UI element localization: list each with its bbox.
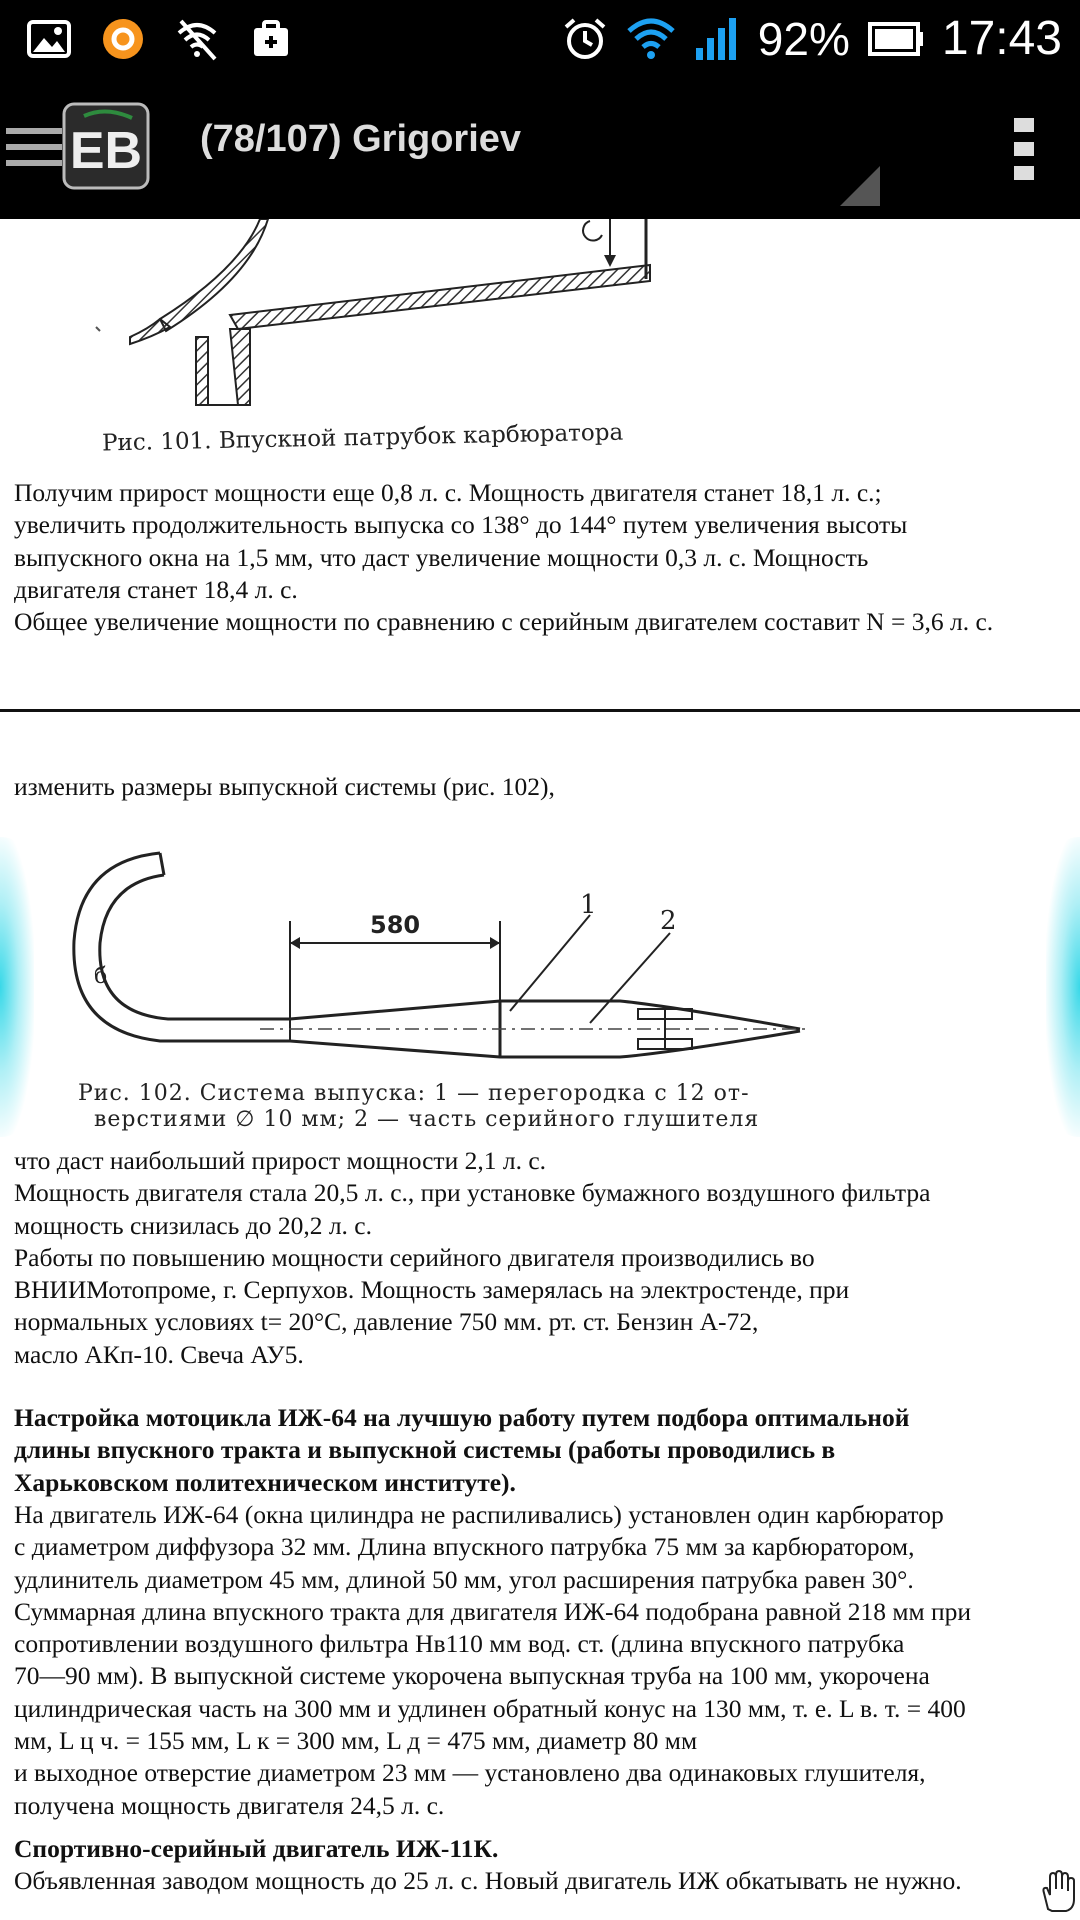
figure-102-caption-line-1: Рис. 102. Система выпуска: 1 — перегородка с 12 от-	[78, 1081, 750, 1106]
wifi-icon	[626, 14, 676, 64]
logo-text: EB	[69, 122, 143, 180]
page-turn-edge-left[interactable]	[0, 837, 34, 1137]
figure-101-caption: Рис. 101. Впускной патрубок карбюратора	[101, 419, 624, 457]
page-turn-edge-right[interactable]	[1046, 837, 1080, 1137]
clipboard-icon	[246, 14, 296, 64]
menu-icon[interactable]	[6, 122, 62, 172]
signal-icon	[692, 14, 742, 64]
gallery-icon	[24, 14, 74, 64]
action-bar	[0, 78, 1080, 219]
figure-102-caption-line-2: верстиями ∅ 10 мм; 2 — часть серийного глушителя	[94, 1107, 760, 1132]
corner-indicator-icon	[840, 166, 880, 206]
wifi-off-icon	[172, 14, 222, 64]
paragraph-1: Получим прирост мощности еще 0,8 л. с. Мощность двигателя станет 18,1 л. с.; увеличить продолжительность выпуска со 138° до 144° путем увеличения высоты выпускного окна на 1,5 мм, что даст увеличение мощности 0,3 л. с. Мощность двигателя станет 18,4 л. с. Общее увеличение мощности по сравнению с серийным двигателем составит N = 3,6 л. с.	[14, 478, 994, 637]
overflow-menu-icon[interactable]	[1012, 116, 1036, 182]
figure-102-label-b: б	[94, 964, 108, 989]
section-heading-izh64: Настройка мотоцикла ИЖ-64 на лучшую работу путем подбора оптимальной длины впускного тракта и выпускной системы (работы проводились в Харьковском политехническом институте).	[14, 1403, 910, 1497]
page-divider	[0, 709, 1080, 712]
figure-101-diagram	[90, 219, 670, 419]
clock: 17:43	[941, 12, 1062, 65]
paragraph-4: На двигатель ИЖ-64 (окна цилиндра не распиливались) установлен один карбюратор с диаметром диффузора 32 мм. Длина впускного патрубка 75 мм за карбюратором, удлинитель диаметром 45 мм, длиной 50 мм, угол расширения патрубка равен 30°. Суммарная длина впускного тракта для двигателя ИЖ-64 подобрана равной 218 мм при сопротивлении воздушного фильтра Нв110 мм вод. ст. (длина впускного патрубка 70—90 мм). В выпускной системе укорочена выпускная труба на 100 мм, укорочена цилиндрическая часть на 300 мм и удлинен обратный конус на 130 мм, т. е. L в. т. = 400 мм, L ц ч. = 155 мм, L к = 300 мм, L д = 475 мм, диаметр 80 мм и выходное отверстие диаметром 23 мм — установлено два одинаковых глушителя, получена мощность двигателя 24,5 л. с.	[14, 1500, 972, 1820]
battery-icon	[866, 14, 926, 64]
figure-102-label-2: 2	[660, 906, 677, 936]
paragraph-3: что даст наибольший прирост мощности 2,1 л. с. Мощность двигателя стала 20,5 л. с., при установке бумажного воздушного фильтра мощность снизилась до 20,2 л. с. Работы по повышению мощности серийного двигателя производились во ВНИИМотопроме, г. Серпухов. Мощность замерялась на электростенде, при нормальных условиях t= 20°С, давление 750 мм. рт. ст. Бензин А-72, масло АКп-10. Свеча АУ5.	[14, 1146, 931, 1369]
section-heading-izh11k: Спортивно-серийный двигатель ИЖ-11К.	[14, 1834, 499, 1863]
paragraph-2: изменить размеры выпускной системы (рис. 102),	[14, 772, 555, 801]
paragraph-5: Объявленная заводом мощность до 25 л. с. Новый двигатель ИЖ обкатывать не нужно.	[14, 1866, 962, 1895]
notification-app-icon	[98, 14, 148, 64]
app-logo-icon[interactable]	[62, 102, 150, 190]
alarm-icon	[560, 14, 610, 64]
book-title: (78/107) Grigoriev	[200, 118, 522, 160]
hand-cursor-icon	[1038, 1869, 1076, 1913]
figure-102-diagram	[60, 831, 820, 1121]
battery-percent: 92%	[757, 13, 850, 65]
status-bar	[0, 0, 1080, 78]
figure-102-label-1: 1	[580, 890, 597, 920]
figure-102-dimension: 580	[370, 911, 421, 939]
document-page[interactable]	[0, 219, 1080, 1920]
